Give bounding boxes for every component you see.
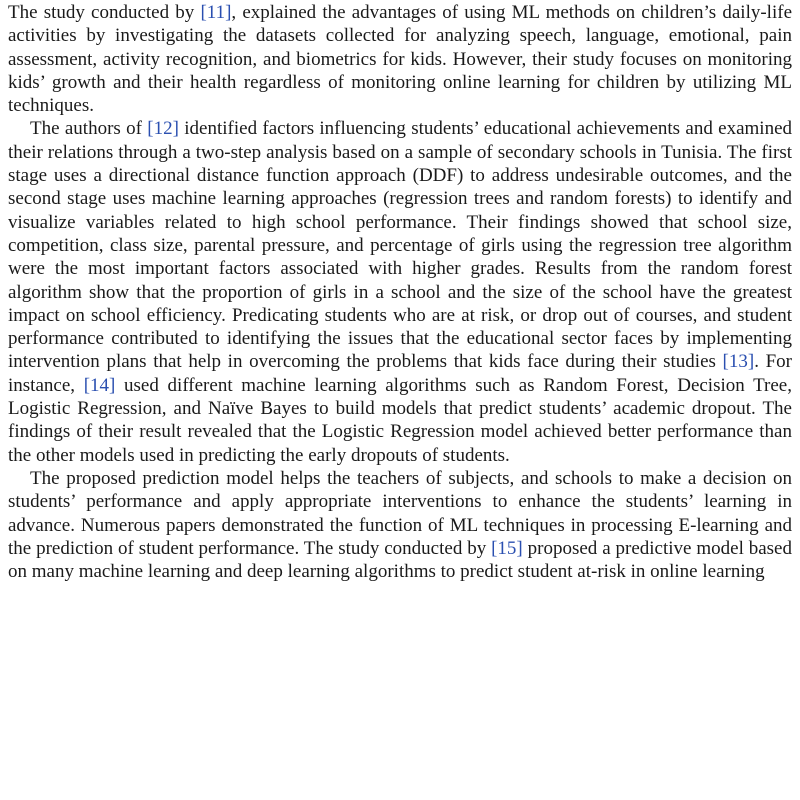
paragraph-2-text-d: used different machine learning algorithms such as Random Forest, Decision Tree, Logistic Regression, and Naïve Bayes to build models that predict students’ academic dropout. The findings of their result revealed that the Logistic Regression model achieved better performance than the other models used in predicting the early dropouts of students. [8,374,792,466]
paragraph-1-text-a: The study conducted by [8,2,201,23]
paragraph-2-text-b: identified factors influencing students’ educational achievements and examined their relations through a two-step analysis based on a sample of secondary schools in Tunisia. The first stage uses a directional distance function approach (DDF) to address undesirable outcomes, and the second stage uses machine learning approaches (regression trees and random forests) to identify and visualize variables related to high school performance. Their findings showed that school size, competition, class size, parental pressure, and percentage of girls using the regression tree algorithm were the most important factors associated with higher grades. Results from the random forest algorithm show that the proportion of girls in a school and the size of the school have the greatest impact on school efficiency. Predicating students who are at risk, or drop out of courses, and student performance contributed to identifying the issues that the educational sector faces by implementing intervention plans that help in overcoming the problems that kids face during their studies [8,118,792,373]
citation-12[interactable]: [12] [147,118,179,140]
paragraph-2 [8,117,792,466]
paragraph-2-text-c: . For instance, [8,351,792,396]
paragraph-1 [8,1,792,117]
paragraph-3-text-a: The proposed prediction model helps the teachers of subjects, and schools to make a decision on students’ performance and apply appropriate interventions to enhance the students’ learning in advance. Numerous papers demonstrated the function of ML techniques in processing E-learning and the prediction of student performance. The study conducted by [8,467,792,559]
citation-13[interactable]: [13] [722,351,755,373]
paragraph-3 [8,467,792,583]
citation-14[interactable]: [14] [83,374,116,396]
paragraph-2-text-a: The authors of [30,118,148,140]
citation-11[interactable]: [11] [200,2,232,23]
paragraph-1-text-b: , explained the advantages of using ML methods on children’s daily-life activities by investigating the datasets collected for analyzing speech, language, emotional, pain assessment, activity recognition, and biometrics for kids. However, their study focuses on monitoring kids’ growth and their health regardless of monitoring online learning for children by utilizing ML techniques. [8,2,792,117]
paragraph-3-text-b: proposed a predictive model based on many machine learning and deep learning algorithms to predict student at-risk in online learning [8,537,792,583]
citation-15[interactable]: [15] [491,537,523,559]
